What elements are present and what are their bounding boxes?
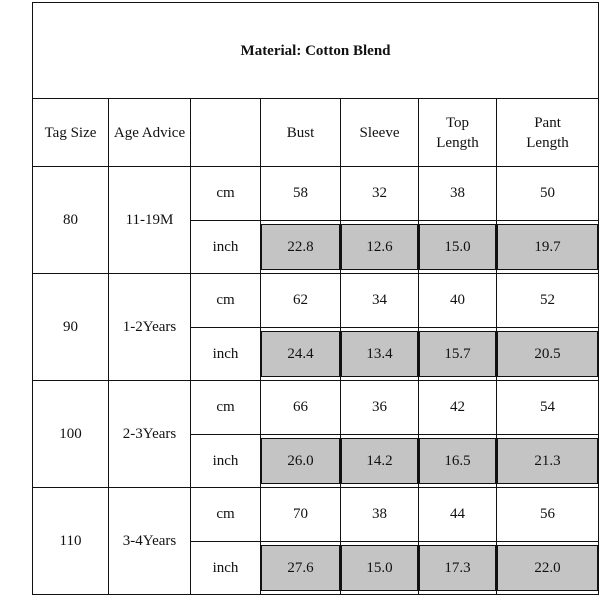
sleeve-cm-cell: 34 [341, 274, 419, 328]
pant-inch-cell [497, 327, 599, 381]
header-top-length [419, 99, 497, 167]
header-row [33, 99, 599, 167]
age-advice-cell: 11-19M [109, 167, 191, 274]
sleeve-inch-value: 14.2 [341, 438, 418, 484]
sleeve-inch-cell [341, 541, 419, 595]
table-row [33, 488, 599, 542]
top-inch-value: 16.5 [419, 438, 496, 484]
top-inch-value: 17.3 [419, 545, 496, 591]
top-inch-cell [419, 541, 497, 595]
sleeve-inch-cell [341, 327, 419, 381]
pant-inch-cell [497, 434, 599, 488]
unit-cell: cm [191, 488, 261, 542]
table-row [33, 274, 599, 328]
unit-cell: cm [191, 381, 261, 435]
bust-inch-value: 22.8 [261, 224, 340, 270]
header-unit [191, 99, 261, 167]
table-row [33, 381, 599, 435]
pant-inch-cell [497, 220, 599, 274]
header-sleeve: Sleeve [341, 99, 419, 167]
pant-inch-value: 22.0 [497, 545, 598, 591]
title-row [33, 3, 599, 99]
header-pant-length-line2: Length [526, 134, 569, 151]
pant-cm-cell: 52 [497, 274, 599, 328]
bust-cm-cell: 66 [261, 381, 341, 435]
bust-cm-cell: 70 [261, 488, 341, 542]
header-age-advice: Age Advice [109, 99, 191, 167]
bust-inch-value: 27.6 [261, 545, 340, 591]
sleeve-cm-cell: 36 [341, 381, 419, 435]
unit-cell: inch [191, 327, 261, 381]
header-pant-length [497, 99, 599, 167]
top-inch-cell [419, 220, 497, 274]
sleeve-inch-cell [341, 220, 419, 274]
tag-size-cell: 90 [33, 274, 109, 381]
sleeve-cm-cell: 32 [341, 167, 419, 221]
tag-size-cell: 110 [33, 488, 109, 595]
tag-size-cell: 100 [33, 381, 109, 488]
pant-inch-value: 20.5 [497, 331, 598, 377]
header-pant-length-line1: Pant [534, 114, 561, 131]
unit-cell: inch [191, 220, 261, 274]
table-row [33, 167, 599, 221]
sleeve-inch-value: 13.4 [341, 331, 418, 377]
top-inch-value: 15.0 [419, 224, 496, 270]
top-cm-cell: 40 [419, 274, 497, 328]
unit-cell: cm [191, 274, 261, 328]
pant-cm-cell: 50 [497, 167, 599, 221]
age-advice-cell: 3-4Years [109, 488, 191, 595]
pant-inch-value: 19.7 [497, 224, 598, 270]
top-cm-cell: 42 [419, 381, 497, 435]
top-inch-cell [419, 327, 497, 381]
top-cm-cell: 38 [419, 167, 497, 221]
sleeve-inch-cell [341, 434, 419, 488]
unit-cell: cm [191, 167, 261, 221]
age-advice-cell: 1-2Years [109, 274, 191, 381]
bust-cm-cell: 58 [261, 167, 341, 221]
bust-inch-cell [261, 434, 341, 488]
age-advice-cell: 2-3Years [109, 381, 191, 488]
pant-inch-value: 21.3 [497, 438, 598, 484]
table-title: Material: Cotton Blend [33, 3, 599, 99]
top-cm-cell: 44 [419, 488, 497, 542]
bust-inch-value: 24.4 [261, 331, 340, 377]
unit-cell: inch [191, 434, 261, 488]
tag-size-cell: 80 [33, 167, 109, 274]
header-top-length-line2: Length [436, 134, 479, 151]
sleeve-inch-value: 15.0 [341, 545, 418, 591]
pant-cm-cell: 54 [497, 381, 599, 435]
bust-inch-cell [261, 327, 341, 381]
size-chart-table [32, 2, 599, 595]
bust-cm-cell: 62 [261, 274, 341, 328]
unit-cell: inch [191, 541, 261, 595]
bust-inch-cell [261, 220, 341, 274]
top-inch-cell [419, 434, 497, 488]
header-top-length-line1: Top [445, 114, 470, 131]
sleeve-inch-value: 12.6 [341, 224, 418, 270]
bust-inch-cell [261, 541, 341, 595]
header-tag-size: Tag Size [33, 99, 109, 167]
sleeve-cm-cell: 38 [341, 488, 419, 542]
bust-inch-value: 26.0 [261, 438, 340, 484]
pant-cm-cell: 56 [497, 488, 599, 542]
pant-inch-cell [497, 541, 599, 595]
top-inch-value: 15.7 [419, 331, 496, 377]
header-bust: Bust [261, 99, 341, 167]
